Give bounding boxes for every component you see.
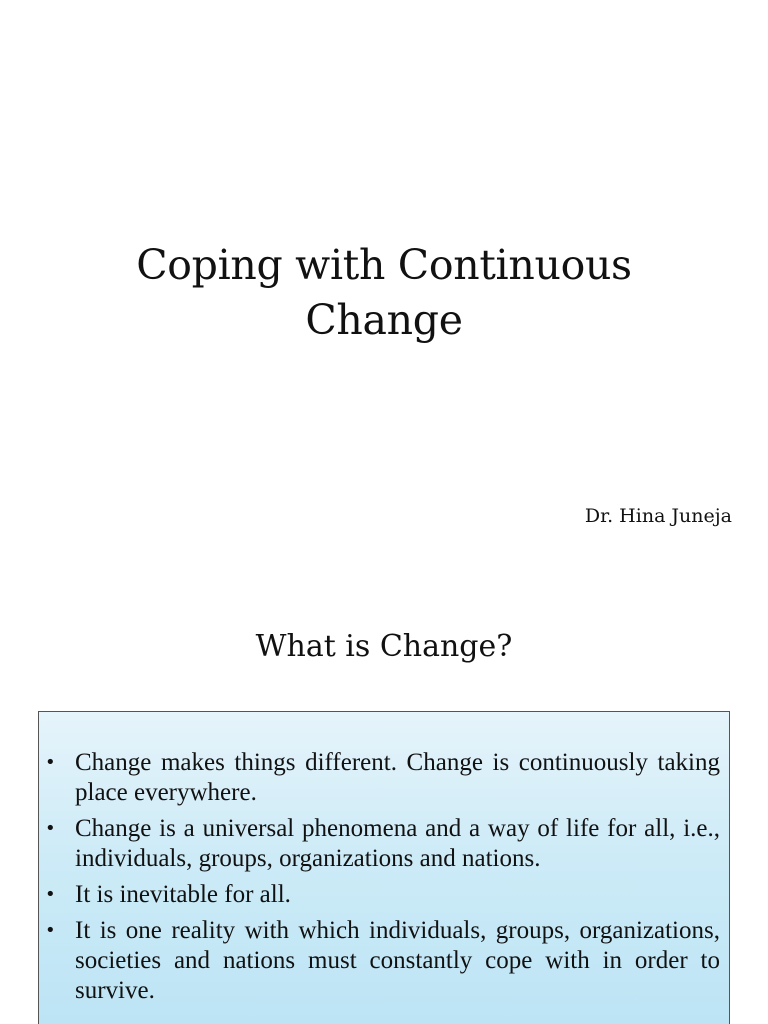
author-name: Dr. Hina Juneja (584, 505, 732, 527)
bullet-text: It is one reality with which individuals, groups, organizations, societies and nations must constantly cope with in order to survive. (75, 917, 720, 1004)
bullet-item (43, 916, 720, 1006)
bullet-item (43, 814, 720, 874)
slide-title-line-2: Change (305, 296, 463, 344)
bullet-item (43, 880, 720, 910)
bullet-icon: • (45, 818, 56, 839)
bullet-list (43, 748, 720, 1012)
slide-title (0, 238, 768, 348)
slide-title-line-1: Coping with Continuous (136, 241, 632, 289)
bullet-icon: • (45, 752, 56, 773)
bullet-icon: • (45, 884, 56, 905)
bullet-item (43, 748, 720, 808)
bullet-text: Change is a universal phenomena and a way of life for all, i.e., individuals, groups, organizations and nations. (75, 815, 720, 872)
bullet-text: It is inevitable for all. (75, 881, 291, 908)
bullet-text-box (38, 711, 730, 1024)
content-slide-title: What is Change? (255, 629, 513, 664)
bullet-text: Change makes things different. Change is continuously taking place everywhere. (75, 749, 720, 806)
bullet-icon: • (45, 920, 56, 941)
